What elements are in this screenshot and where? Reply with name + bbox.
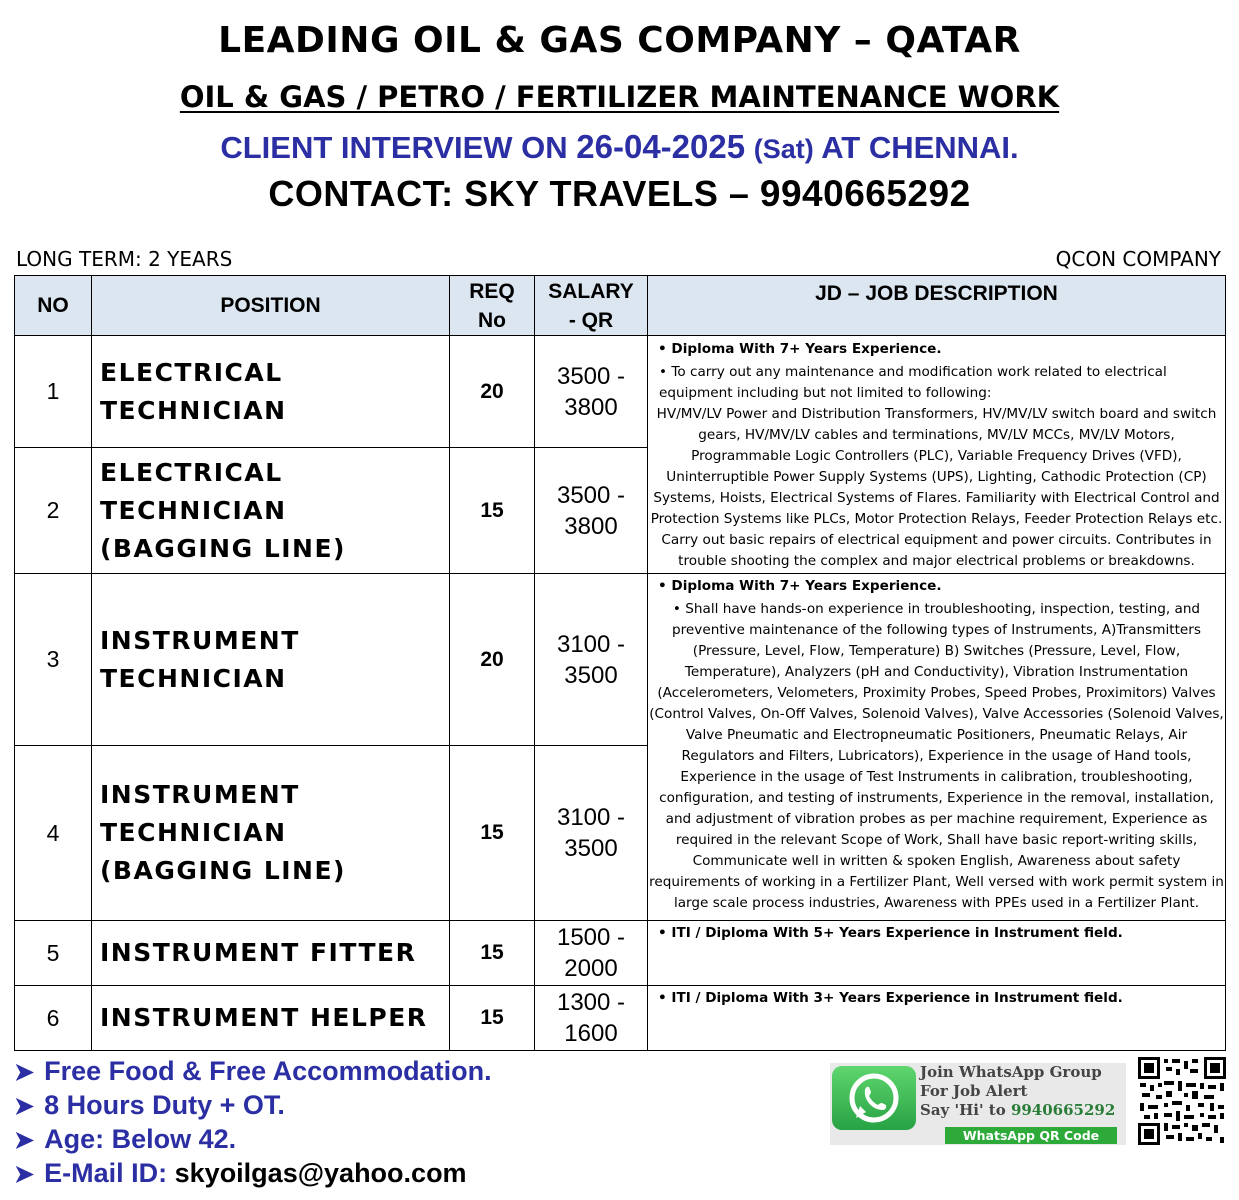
- position-line: TECHNICIAN: [100, 818, 287, 847]
- whatsapp-line: For Job Alert: [920, 1082, 1028, 1100]
- jd-text: [648, 360, 1225, 572]
- salary-min: 3100 -: [556, 630, 626, 658]
- qr-code[interactable]: [1138, 1057, 1226, 1145]
- jd-bullet-text: Diploma With 7+ Years Experience.: [671, 341, 942, 357]
- row-position: [92, 574, 450, 746]
- contract-term: LONG TERM: 2 YEARS: [16, 247, 233, 271]
- contact-line: [0, 173, 1239, 215]
- salary-min: 3100 -: [556, 804, 626, 831]
- row-salary: [535, 448, 648, 574]
- whatsapp-icon: [832, 1066, 916, 1130]
- perk-item: [14, 1054, 492, 1088]
- table-row: [15, 336, 1226, 448]
- email-link[interactable]: skyoilgas@yahoo.com: [174, 1158, 467, 1188]
- perk-item: [14, 1156, 492, 1190]
- perk-age: Age: Below 42.: [44, 1124, 237, 1154]
- perk-item: [14, 1122, 492, 1156]
- whatsapp-text: [920, 1063, 1115, 1120]
- jd-bullet-text: Diploma With 7+ Years Experience.: [671, 578, 942, 594]
- jd-bullet: • ITI / Diploma With 5+ Years Experience in Instrument field.: [658, 925, 1123, 941]
- jd-lead-text: To carry out any maintenance and modification work related to electrical equipment including but not limited to following:: [659, 364, 1167, 401]
- page-title: LEADING OIL & GAS COMPANY – QATAR: [218, 20, 1021, 61]
- whatsapp-banner[interactable]: [830, 1063, 1126, 1145]
- interview-prefix: CLIENT INTERVIEW ON: [220, 130, 568, 165]
- row-salary: [535, 746, 648, 921]
- header-salary: [535, 276, 648, 336]
- arrow-bullet-icon: ➤: [14, 1093, 35, 1120]
- header-salary-line1: SALARY: [548, 279, 634, 303]
- jd-bullet: • Diploma With 7+ Years Experience.: [658, 578, 942, 594]
- salary-max: 3500: [564, 835, 618, 862]
- perks-list: [14, 1054, 492, 1190]
- row-salary: [535, 921, 648, 986]
- row-req: 20: [450, 574, 535, 746]
- interview-line: [0, 128, 1239, 166]
- salary-min: 3500 -: [556, 362, 626, 390]
- jd-body: Shall have hands-on experience in troubleshooting, inspection, testing, and preventive maintenance of the following types of Instruments, A)Transmitters (Pressure, Level, Flow, Temperature) B) Switches (Pressure, Level, Flow, Temperature), Analyzers (pH and Conductivity), Vibration Instrumentation (Accelerometers, Velometers, Proximity Probes, Speed Probes, Proximitors) Valves (Control Valves, On-Off Valves, Solenoid Valves), Valve Accessories (Solenoid Valves, Valve Pneumatic and Electropneumatic Positioners, Pneumatic Relays, Air Regulators and Filters, Lubricators), Experience in the usage of Hand tools, Experience in the usage of Test Instruments in calibration, troubleshooting, configuration, and testing of instruments, Experience in the removal, installation, and adjustment of vibration probes as per machine requirement, Experience as required in the relevant Scope of Work, Shall have basic report-writing skills, Communicate well in written & spoken English, Awareness about safety requirements of working in a Fertilizer Plant, Well versed with work permit system in large scale process industries, Awareness with PPEs used in a Fertilizer Plant.: [649, 601, 1224, 911]
- row-req: 15: [450, 921, 535, 986]
- whatsapp-say-hi: Say 'Hi' to: [920, 1101, 1006, 1119]
- arrow-bullet-icon: ➤: [14, 1127, 35, 1154]
- header-req-line1: REQ: [469, 279, 515, 303]
- row-no: 3: [15, 574, 92, 746]
- whatsapp-line: [920, 1101, 1115, 1120]
- row-req: 15: [450, 746, 535, 921]
- jd-electrical: [648, 336, 1226, 574]
- jd-bullet: • Diploma With 7+ Years Experience.: [658, 341, 942, 357]
- row-position: [92, 746, 450, 921]
- header-req: [450, 276, 535, 336]
- row-salary: [535, 336, 648, 448]
- contact-label: CONTACT: SKY TRAVELS –: [268, 173, 750, 214]
- table-header-row: [15, 276, 1226, 336]
- row-position: [92, 336, 450, 448]
- whatsapp-line: Join WhatsApp Group: [920, 1063, 1102, 1081]
- perk-duty: 8 Hours Duty + OT.: [44, 1090, 285, 1120]
- header-jd: JD – JOB DESCRIPTION: [648, 276, 1226, 336]
- jd-text: • Shall have hands-on experience in troubleshooting, inspection, testing, and preventive maintenance of the following types of Instruments, A)Transmitters (Pressure, Level, Flow, Temperature) B) Switches (Pressure, Level, Flow, Temperature), Analyzers (pH and Conductivity), Vibration Instrumentation (Accelerometers, Velometers, Proximity Probes, Speed Probes, Proximitors) Valves (Control Valves, On-Off Valves, Solenoid Valves), Valve Accessories (Solenoid Valves, Valve Pneumatic and Electropneumatic Positioners, Pneumatic Relays, Air Regulators and Filters, Lubricators), Experience in the usage of Hand tools, Experience in the usage of Test Instruments in calibration, troubleshooting, configuration, and testing of instruments, Experience in the removal, installation, and adjustment of vibration probes as per machine requirement, Experience as required in the relevant Scope of Work, Shall have basic report-writing skills, Communicate well in written & spoken English, Awareness about safety requirements of working in a Fertilizer Plant, Well versed with work permit system in large scale process industries, Awareness with PPEs used in a Fertilizer Plant.: [649, 601, 1224, 911]
- row-req: 20: [450, 336, 535, 448]
- arrow-bullet-icon: ➤: [14, 1059, 35, 1086]
- jd-fitter: [648, 921, 1226, 986]
- salary-max: 3500: [564, 661, 618, 689]
- table-row: [15, 921, 1226, 986]
- interview-day: (Sat): [753, 134, 814, 164]
- table-row: [15, 574, 1226, 746]
- jd-bullet: • ITI / Diploma With 3+ Years Experience in Instrument field.: [658, 990, 1123, 1006]
- interview-location: AT CHENNAI.: [821, 130, 1019, 165]
- salary-max: 3800: [564, 512, 618, 540]
- salary-max: 3800: [564, 393, 618, 421]
- position-line: (BAGGING LINE): [100, 856, 346, 885]
- salary-max: 1600: [564, 1020, 618, 1047]
- row-no: 1: [15, 336, 92, 448]
- jd-bullet-text: ITI / Diploma With 5+ Years Experience in Instrument field.: [671, 925, 1123, 941]
- position-line: TECHNICIAN: [100, 495, 287, 525]
- position-line: INSTRUMENT: [100, 780, 300, 809]
- perk-item: [14, 1088, 492, 1122]
- row-no: 5: [15, 921, 92, 986]
- row-req: 15: [450, 448, 535, 574]
- row-position: INSTRUMENT FITTER: [92, 921, 450, 986]
- header-req-line2: No: [478, 308, 506, 332]
- whatsapp-phone: 9940665292: [1010, 1101, 1116, 1119]
- jobs-table: [14, 275, 1226, 1051]
- position-line: INSTRUMENT: [100, 625, 300, 655]
- jd-instrument: [648, 574, 1226, 921]
- header-no: NO: [15, 276, 92, 336]
- row-no: 6: [15, 986, 92, 1051]
- row-salary: [535, 986, 648, 1051]
- table-row: [15, 986, 1226, 1051]
- jd-bullet-text: ITI / Diploma With 3+ Years Experience in Instrument field.: [671, 990, 1123, 1006]
- whatsapp-qr-tag: WhatsApp QR Code: [945, 1127, 1117, 1144]
- jd-lead: • To carry out any maintenance and modification work related to electrical equipment including but not limited to following:: [659, 364, 1167, 401]
- company-name: QCON COMPANY: [1055, 247, 1221, 271]
- position-line: TECHNICIAN: [100, 395, 287, 425]
- header-salary-line2: - QR: [568, 308, 614, 332]
- position-line: TECHNICIAN: [100, 663, 287, 693]
- salary-max: 2000: [564, 955, 618, 982]
- arrow-bullet-icon: ➤: [14, 1161, 35, 1188]
- jd-helper: [648, 986, 1226, 1051]
- row-salary: [535, 574, 648, 746]
- row-position: INSTRUMENT HELPER: [92, 986, 450, 1051]
- salary-min: 1500 -: [556, 924, 626, 951]
- page-subtitle: OIL & GAS / PETRO / FERTILIZER MAINTENANCE WORK: [179, 80, 1060, 114]
- salary-min: 1300 -: [556, 989, 626, 1016]
- salary-min: 3500 -: [556, 481, 626, 509]
- interview-date: 26-04-2025: [576, 128, 746, 165]
- position-line: (BAGGING LINE): [100, 533, 346, 563]
- row-no: 4: [15, 746, 92, 921]
- row-position: [92, 448, 450, 574]
- row-req: 15: [450, 986, 535, 1051]
- header-position: POSITION: [92, 276, 450, 336]
- position-line: ELECTRICAL: [100, 457, 283, 487]
- position-line: ELECTRICAL: [100, 357, 283, 387]
- contact-phone: 9940665292: [759, 173, 971, 214]
- perk-food: Free Food & Free Accommodation.: [44, 1056, 492, 1086]
- email-label: E-Mail ID:: [44, 1158, 168, 1188]
- jd-body: HV/MV/LV Power and Distribution Transformers, HV/MV/LV switch board and switch gears, HV/MV/LV cables and terminations, MV/LV MCCs, MV/LV Motors, Programmable Logic Controllers (PLC), Variable Frequency Drives (VFD), Uninterruptible Power Supply Systems (UPS), Lighting, Cathodic Protection (CP) Systems, Hoists, Electrical Systems of Flares. Familiarity with Electrical Control and Protection Systems like PLCs, Motor Protection Relays, Feeder Protection Relays etc. Carry out basic repairs of electrical equipment and power circuits. Contributes in trouble shooting the complex and major electrical problems or breakdowns.: [650, 406, 1223, 569]
- row-no: 2: [15, 448, 92, 574]
